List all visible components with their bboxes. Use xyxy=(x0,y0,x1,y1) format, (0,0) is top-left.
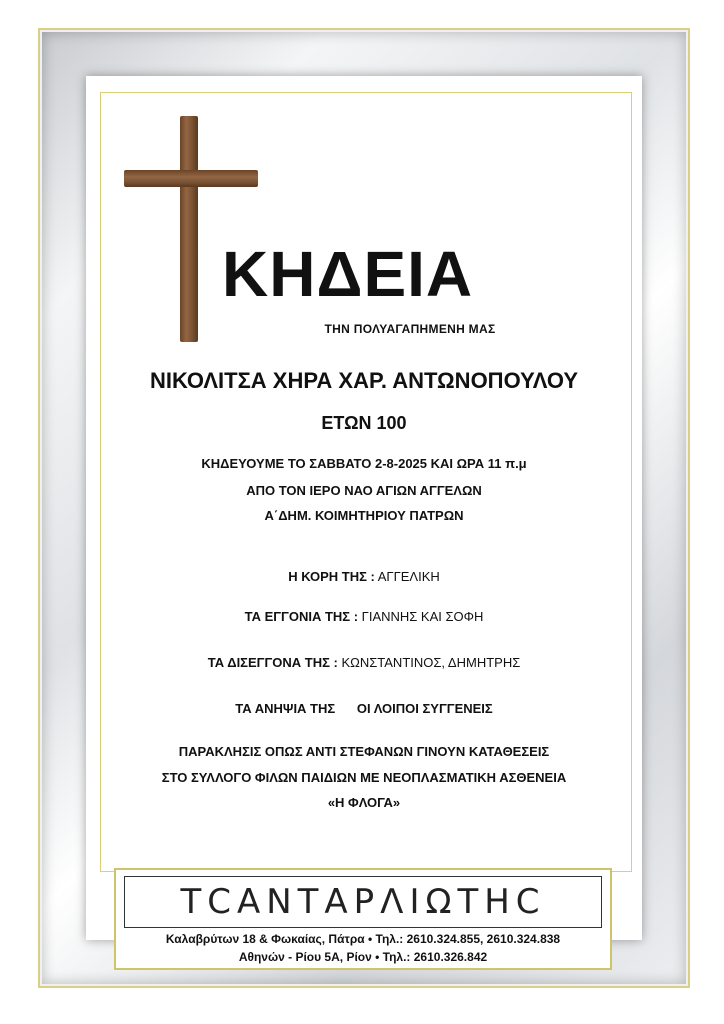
relative-line-grandchildren xyxy=(86,609,642,624)
relative-names: ΓΙΑΝΝΗΣ ΚΑΙ ΣΟΦΗ xyxy=(358,609,484,624)
relative-line-daughter xyxy=(86,569,642,584)
funeral-home-address-2: Αθηνών - Ρίου 5Α, Ρίον • Τηλ.: 2610.326.842 xyxy=(238,950,488,964)
donation-request-line-2: ΣΤΟ ΣΥΛΛΟΓΟ ΦΙΛΩΝ ΠΑΙΔΙΩΝ ΜΕ ΝΕΟΠΛΑΣΜΑΤΙΚΗ ΑΣΘΕΝΕΙΑ xyxy=(161,770,567,785)
funeral-home-logo: ΤCΑΝΤΑΡΛΙΩΤΗC xyxy=(180,882,546,922)
relative-names: ΟΙ ΛΟΙΠΟΙ ΣΥΓΓΕΝΕΙΣ xyxy=(335,701,493,716)
funeral-church-line: ΑΠΟ ΤΟΝ ΙΕΡΟ ΝΑΟ ΑΓΙΩΝ ΑΓΓΕΛΩΝ xyxy=(246,483,482,498)
relative-names: ΑΓΓΕΛΙΚΗ xyxy=(374,569,440,584)
donation-request-line-1: ΠΑΡΑΚΛΗΣΙΣ ΟΠΩΣ ΑΝΤΙ ΣΤΕΦΑΝΩΝ ΓΙΝΟΥΝ ΚΑΤΑΘΕΣΕΙΣ xyxy=(178,744,550,759)
relative-label: ΤΑ ΑΝΗΨΙΑ ΤΗΣ xyxy=(235,701,336,716)
deceased-age: ΕΤΩΝ 100 xyxy=(321,413,407,433)
relative-label: ΤΑ ΔΙΣΕΓΓΟΝΑ ΤΗΣ : xyxy=(207,655,338,670)
funeral-cemetery-line: Α΄ΔΗΜ. ΚΟΙΜΗΤΗΡΙΟΥ ΠΑΤΡΩΝ xyxy=(264,508,464,523)
cross-icon-crossbar xyxy=(124,170,258,187)
relative-line-nieces xyxy=(86,701,642,716)
relative-label: Η ΚΟΡΗ ΤΗΣ : xyxy=(288,569,375,584)
donation-request-line-3: «Η ΦΛΟΓΑ» xyxy=(327,795,401,810)
cross-icon xyxy=(180,116,198,342)
notice-title: ΚΗΔΕΙΑ xyxy=(222,238,474,310)
deceased-name: ΝΙΚΟΛΙΤΣΑ ΧΗΡΑ ΧΑΡ. ΑΝΤΩΝΟΠΟΥΛΟΥ xyxy=(149,368,579,393)
notice-subtitle: ΤΗΝ ΠΟΛΥΑΓΑΠΗΜΕΝΗ ΜΑΣ xyxy=(324,322,496,336)
relative-names: ΚΩΝΣΤΑΝΤΙΝΟΣ, ΔΗΜΗΤΡΗΣ xyxy=(337,655,521,670)
relative-line-great-grandchildren xyxy=(86,655,642,670)
relative-label: ΤΑ ΕΓΓΟΝΙΑ ΤΗΣ : xyxy=(244,609,359,624)
funeral-home-address-1: Καλαβρύτων 18 & Φωκαίας, Πάτρα • Τηλ.: 2610.324.855, 2610.324.838 xyxy=(165,932,561,946)
funeral-date-line: ΚΗΔΕΥΟΥΜΕ ΤΟ ΣΑΒΒΑΤΟ 2-8-2025 ΚΑΙ ΩΡΑ 11 π.μ xyxy=(201,456,527,471)
